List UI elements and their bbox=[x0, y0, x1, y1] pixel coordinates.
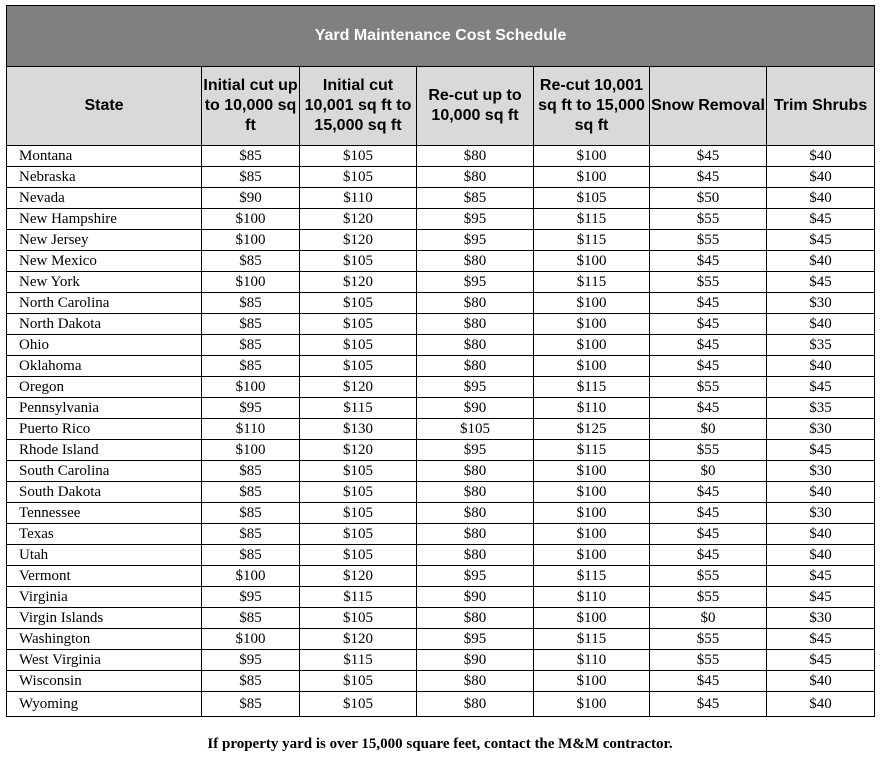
price-cell: $115 bbox=[534, 209, 650, 230]
price-cell: $80 bbox=[417, 314, 534, 335]
price-cell: $85 bbox=[202, 545, 300, 566]
price-cell: $100 bbox=[202, 629, 300, 650]
price-cell: $30 bbox=[767, 608, 875, 629]
price-cell: $85 bbox=[202, 482, 300, 503]
price-cell: $80 bbox=[417, 167, 534, 188]
col-header-initial-small: Initial cut up to 10,000 sq ft bbox=[202, 67, 300, 146]
price-cell: $55 bbox=[650, 440, 767, 461]
table-row bbox=[7, 293, 875, 314]
state-cell: Pennsylvania bbox=[7, 398, 202, 419]
price-cell: $95 bbox=[202, 587, 300, 608]
price-cell: $105 bbox=[300, 251, 417, 272]
price-cell: $120 bbox=[300, 566, 417, 587]
state-cell: Wyoming bbox=[7, 692, 202, 717]
table-row bbox=[7, 587, 875, 608]
table-row bbox=[7, 440, 875, 461]
table-row bbox=[7, 566, 875, 587]
state-cell: Virginia bbox=[7, 587, 202, 608]
price-cell: $120 bbox=[300, 440, 417, 461]
table-row bbox=[7, 146, 875, 167]
table-title: Yard Maintenance Cost Schedule bbox=[7, 6, 875, 67]
price-cell: $55 bbox=[650, 566, 767, 587]
price-cell: $105 bbox=[300, 314, 417, 335]
price-cell: $40 bbox=[767, 188, 875, 209]
price-cell: $95 bbox=[202, 650, 300, 671]
price-cell: $125 bbox=[534, 419, 650, 440]
price-cell: $115 bbox=[534, 377, 650, 398]
price-cell: $40 bbox=[767, 356, 875, 377]
price-cell: $80 bbox=[417, 524, 534, 545]
price-cell: $45 bbox=[650, 671, 767, 692]
price-cell: $100 bbox=[202, 440, 300, 461]
price-cell: $90 bbox=[417, 587, 534, 608]
price-cell: $85 bbox=[202, 293, 300, 314]
price-cell: $115 bbox=[300, 398, 417, 419]
price-cell: $45 bbox=[767, 272, 875, 293]
price-cell: $80 bbox=[417, 335, 534, 356]
price-cell: $90 bbox=[202, 188, 300, 209]
price-cell: $115 bbox=[534, 230, 650, 251]
price-cell: $55 bbox=[650, 209, 767, 230]
price-cell: $55 bbox=[650, 587, 767, 608]
price-cell: $105 bbox=[417, 419, 534, 440]
price-cell: $120 bbox=[300, 629, 417, 650]
state-cell: New York bbox=[7, 272, 202, 293]
table-row bbox=[7, 545, 875, 566]
state-cell: Texas bbox=[7, 524, 202, 545]
price-cell: $55 bbox=[650, 230, 767, 251]
table-row bbox=[7, 230, 875, 251]
price-cell: $110 bbox=[534, 587, 650, 608]
price-cell: $40 bbox=[767, 671, 875, 692]
price-cell: $45 bbox=[767, 566, 875, 587]
price-cell: $100 bbox=[534, 314, 650, 335]
state-cell: Puerto Rico bbox=[7, 419, 202, 440]
price-cell: $45 bbox=[650, 545, 767, 566]
price-cell: $0 bbox=[650, 461, 767, 482]
price-cell: $120 bbox=[300, 230, 417, 251]
state-cell: Washington bbox=[7, 629, 202, 650]
table-row bbox=[7, 335, 875, 356]
table-row bbox=[7, 671, 875, 692]
price-cell: $40 bbox=[767, 482, 875, 503]
price-cell: $35 bbox=[767, 398, 875, 419]
cost-table bbox=[6, 5, 875, 717]
state-cell: Utah bbox=[7, 545, 202, 566]
price-cell: $40 bbox=[767, 146, 875, 167]
table-row bbox=[7, 398, 875, 419]
price-cell: $100 bbox=[202, 230, 300, 251]
price-cell: $105 bbox=[300, 482, 417, 503]
price-cell: $85 bbox=[202, 146, 300, 167]
price-cell: $80 bbox=[417, 461, 534, 482]
price-cell: $105 bbox=[300, 167, 417, 188]
price-cell: $100 bbox=[202, 377, 300, 398]
state-cell: Oregon bbox=[7, 377, 202, 398]
price-cell: $105 bbox=[300, 545, 417, 566]
price-cell: $105 bbox=[300, 461, 417, 482]
price-cell: $105 bbox=[300, 608, 417, 629]
state-cell: Nebraska bbox=[7, 167, 202, 188]
col-header-state: State bbox=[7, 67, 202, 146]
price-cell: $105 bbox=[534, 188, 650, 209]
price-cell: $85 bbox=[202, 167, 300, 188]
price-cell: $100 bbox=[534, 293, 650, 314]
price-cell: $30 bbox=[767, 503, 875, 524]
price-cell: $80 bbox=[417, 293, 534, 314]
price-cell: $115 bbox=[534, 629, 650, 650]
price-cell: $85 bbox=[202, 251, 300, 272]
price-cell: $105 bbox=[300, 335, 417, 356]
price-cell: $80 bbox=[417, 545, 534, 566]
table-row bbox=[7, 356, 875, 377]
price-cell: $110 bbox=[202, 419, 300, 440]
table-row bbox=[7, 314, 875, 335]
price-cell: $80 bbox=[417, 356, 534, 377]
price-cell: $120 bbox=[300, 377, 417, 398]
price-cell: $30 bbox=[767, 461, 875, 482]
price-cell: $80 bbox=[417, 482, 534, 503]
state-cell: South Carolina bbox=[7, 461, 202, 482]
price-cell: $100 bbox=[534, 335, 650, 356]
price-cell: $55 bbox=[650, 377, 767, 398]
price-cell: $95 bbox=[417, 209, 534, 230]
price-cell: $85 bbox=[202, 503, 300, 524]
price-cell: $95 bbox=[417, 440, 534, 461]
state-cell: North Carolina bbox=[7, 293, 202, 314]
price-cell: $115 bbox=[300, 650, 417, 671]
price-cell: $35 bbox=[767, 335, 875, 356]
price-cell: $85 bbox=[417, 188, 534, 209]
price-cell: $45 bbox=[767, 440, 875, 461]
price-cell: $105 bbox=[300, 671, 417, 692]
price-cell: $100 bbox=[534, 671, 650, 692]
price-cell: $85 bbox=[202, 461, 300, 482]
price-cell: $95 bbox=[417, 566, 534, 587]
price-cell: $45 bbox=[650, 167, 767, 188]
price-cell: $80 bbox=[417, 503, 534, 524]
state-cell: New Mexico bbox=[7, 251, 202, 272]
header-row bbox=[7, 67, 875, 146]
table-row bbox=[7, 167, 875, 188]
table-row bbox=[7, 524, 875, 545]
state-cell: Wisconsin bbox=[7, 671, 202, 692]
col-header-initial-large: Initial cut 10,001 sq ft to 15,000 sq ft bbox=[300, 67, 417, 146]
price-cell: $100 bbox=[534, 146, 650, 167]
table-row bbox=[7, 482, 875, 503]
state-cell: West Virginia bbox=[7, 650, 202, 671]
price-cell: $40 bbox=[767, 524, 875, 545]
price-cell: $45 bbox=[650, 314, 767, 335]
price-cell: $100 bbox=[534, 545, 650, 566]
price-cell: $45 bbox=[650, 293, 767, 314]
price-cell: $105 bbox=[300, 356, 417, 377]
state-cell: Rhode Island bbox=[7, 440, 202, 461]
price-cell: $115 bbox=[534, 440, 650, 461]
table-row bbox=[7, 209, 875, 230]
table-row bbox=[7, 377, 875, 398]
col-header-recut-small: Re-cut up to 10,000 sq ft bbox=[417, 67, 534, 146]
price-cell: $40 bbox=[767, 692, 875, 717]
price-cell: $40 bbox=[767, 545, 875, 566]
price-cell: $45 bbox=[767, 629, 875, 650]
price-cell: $95 bbox=[417, 272, 534, 293]
table-row bbox=[7, 419, 875, 440]
price-cell: $85 bbox=[202, 671, 300, 692]
price-cell: $80 bbox=[417, 608, 534, 629]
price-cell: $100 bbox=[534, 692, 650, 717]
price-cell: $85 bbox=[202, 692, 300, 717]
price-cell: $80 bbox=[417, 146, 534, 167]
state-cell: Ohio bbox=[7, 335, 202, 356]
price-cell: $95 bbox=[417, 230, 534, 251]
price-cell: $95 bbox=[417, 629, 534, 650]
price-cell: $115 bbox=[534, 566, 650, 587]
price-cell: $40 bbox=[767, 251, 875, 272]
state-cell: North Dakota bbox=[7, 314, 202, 335]
price-cell: $110 bbox=[534, 398, 650, 419]
price-cell: $100 bbox=[202, 272, 300, 293]
price-cell: $45 bbox=[650, 524, 767, 545]
cost-schedule bbox=[6, 5, 874, 717]
price-cell: $45 bbox=[650, 335, 767, 356]
price-cell: $100 bbox=[534, 503, 650, 524]
price-cell: $45 bbox=[650, 398, 767, 419]
price-cell: $115 bbox=[300, 587, 417, 608]
price-cell: $95 bbox=[202, 398, 300, 419]
price-cell: $30 bbox=[767, 293, 875, 314]
price-cell: $100 bbox=[202, 209, 300, 230]
state-cell: Oklahoma bbox=[7, 356, 202, 377]
price-cell: $100 bbox=[534, 524, 650, 545]
price-cell: $120 bbox=[300, 272, 417, 293]
price-cell: $80 bbox=[417, 251, 534, 272]
price-cell: $85 bbox=[202, 314, 300, 335]
col-header-snow-removal: Snow Removal bbox=[650, 67, 767, 146]
price-cell: $45 bbox=[650, 356, 767, 377]
price-cell: $100 bbox=[534, 608, 650, 629]
table-row bbox=[7, 461, 875, 482]
price-cell: $115 bbox=[534, 272, 650, 293]
price-cell: $45 bbox=[650, 251, 767, 272]
state-cell: New Hampshire bbox=[7, 209, 202, 230]
price-cell: $110 bbox=[300, 188, 417, 209]
col-header-recut-large: Re-cut 10,001 sq ft to 15,000 sq ft bbox=[534, 67, 650, 146]
price-cell: $105 bbox=[300, 293, 417, 314]
table-row bbox=[7, 272, 875, 293]
price-cell: $85 bbox=[202, 608, 300, 629]
price-cell: $45 bbox=[650, 146, 767, 167]
price-cell: $130 bbox=[300, 419, 417, 440]
price-cell: $90 bbox=[417, 398, 534, 419]
state-cell: Virgin Islands bbox=[7, 608, 202, 629]
price-cell: $85 bbox=[202, 335, 300, 356]
price-cell: $40 bbox=[767, 314, 875, 335]
price-cell: $45 bbox=[650, 482, 767, 503]
price-cell: $45 bbox=[650, 503, 767, 524]
state-cell: Vermont bbox=[7, 566, 202, 587]
price-cell: $100 bbox=[534, 356, 650, 377]
price-cell: $110 bbox=[534, 650, 650, 671]
price-cell: $45 bbox=[767, 650, 875, 671]
price-cell: $85 bbox=[202, 524, 300, 545]
table-row bbox=[7, 650, 875, 671]
price-cell: $45 bbox=[767, 377, 875, 398]
state-cell: South Dakota bbox=[7, 482, 202, 503]
price-cell: $55 bbox=[650, 272, 767, 293]
footnote: If property yard is over 15,000 square feet, contact the M&M contractor. bbox=[207, 736, 673, 752]
table-row bbox=[7, 608, 875, 629]
price-cell: $55 bbox=[650, 629, 767, 650]
price-cell: $45 bbox=[767, 209, 875, 230]
price-cell: $45 bbox=[650, 692, 767, 717]
price-cell: $100 bbox=[534, 251, 650, 272]
price-cell: $80 bbox=[417, 692, 534, 717]
state-cell: New Jersey bbox=[7, 230, 202, 251]
col-header-trim-shrubs: Trim Shrubs bbox=[767, 67, 875, 146]
state-cell: Nevada bbox=[7, 188, 202, 209]
state-cell: Montana bbox=[7, 146, 202, 167]
price-cell: $40 bbox=[767, 167, 875, 188]
price-cell: $80 bbox=[417, 671, 534, 692]
table-row bbox=[7, 503, 875, 524]
price-cell: $100 bbox=[534, 482, 650, 503]
price-cell: $100 bbox=[534, 461, 650, 482]
price-cell: $55 bbox=[650, 650, 767, 671]
price-cell: $100 bbox=[534, 167, 650, 188]
price-cell: $105 bbox=[300, 146, 417, 167]
price-cell: $95 bbox=[417, 377, 534, 398]
price-cell: $105 bbox=[300, 503, 417, 524]
price-cell: $105 bbox=[300, 524, 417, 545]
price-cell: $90 bbox=[417, 650, 534, 671]
price-cell: $100 bbox=[202, 566, 300, 587]
table-row bbox=[7, 692, 875, 717]
price-cell: $50 bbox=[650, 188, 767, 209]
price-cell: $45 bbox=[767, 230, 875, 251]
table-row bbox=[7, 629, 875, 650]
state-cell: Tennessee bbox=[7, 503, 202, 524]
table-row bbox=[7, 188, 875, 209]
price-cell: $120 bbox=[300, 209, 417, 230]
table-row bbox=[7, 251, 875, 272]
price-cell: $45 bbox=[767, 587, 875, 608]
price-cell: $0 bbox=[650, 419, 767, 440]
price-cell: $0 bbox=[650, 608, 767, 629]
price-cell: $85 bbox=[202, 356, 300, 377]
price-cell: $105 bbox=[300, 692, 417, 717]
price-cell: $30 bbox=[767, 419, 875, 440]
